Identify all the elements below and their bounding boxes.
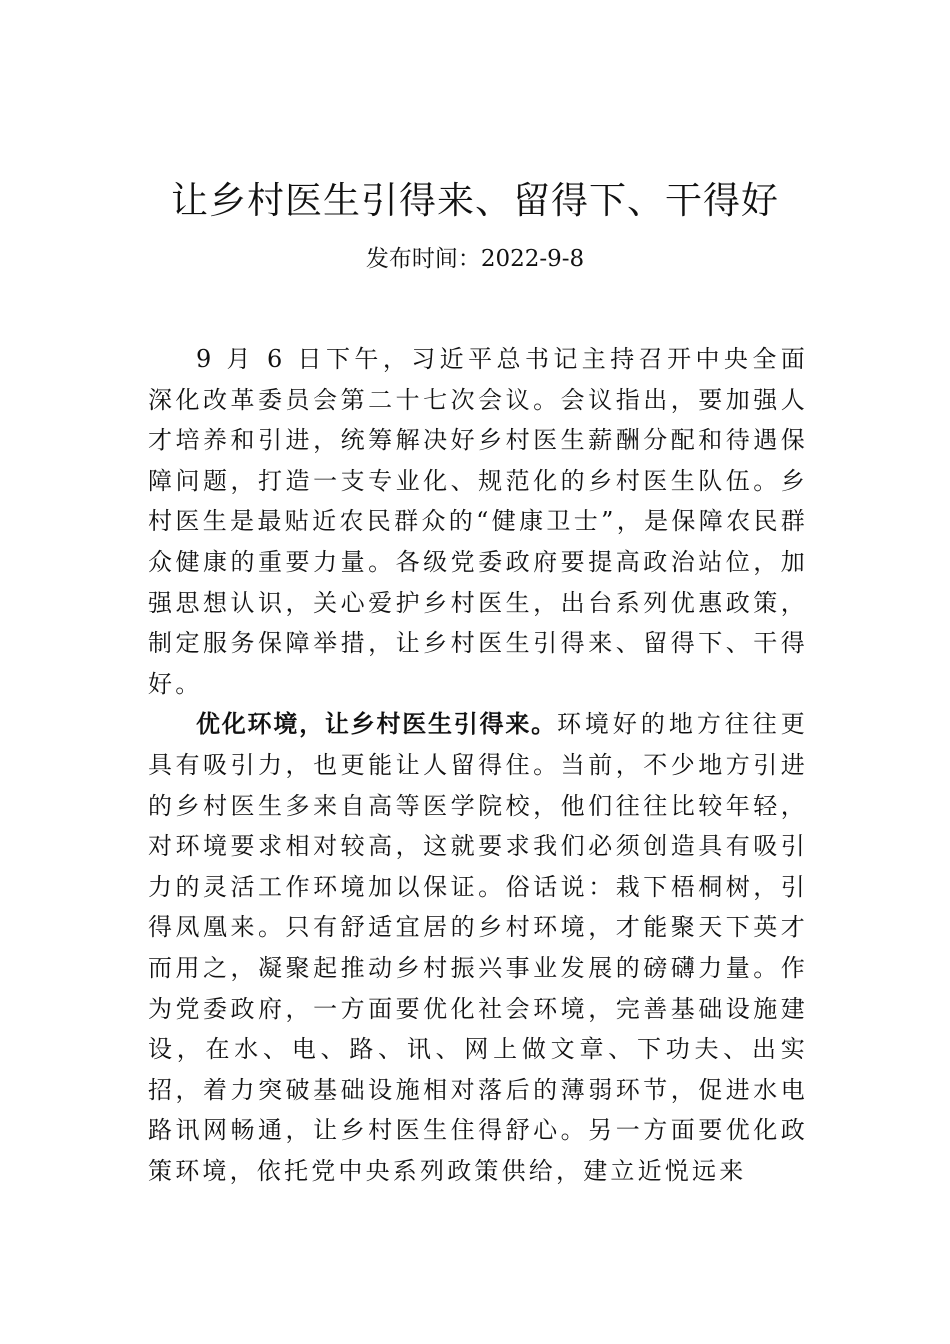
paragraph-1-text: 9 月 6 日下午，习近平总书记主持召开中央全面深化改革委员会第二十七次会议。会议指出，要加强人才培养和引进，统筹解决好乡村医生薪酬分配和待遇保障问题，打造一支专业化、规范化的乡村医生队伍。乡村医生是最贴近农民群众的“健康卫士”，是保障农民群众健康的重要力量。各级党委政府要提高政治站位，加强思想认识，关心爱护乡村医生，出台系列优惠政策，制定服务保障举措，让乡村医生引得来、留得下、干得好。	[148, 345, 808, 698]
publish-date-label: 发布时间：	[365, 246, 481, 272]
article-body	[148, 339, 808, 1191]
paragraph-2	[148, 704, 808, 1191]
paragraph-2-text: 环境好的地方往往更具有吸引力，也更能让人留得住。当前，不少地方引进的乡村医生多来自高等医学院校，他们往往比较年轻，对环境要求相对较高，这就要求我们必须创造具有吸引力的灵活工作环境加以保证。俗话说：栽下梧桐树，引得凤凰来。只有舒适宜居的乡村环境，才能聚天下英才而用之，凝聚起推动乡村振兴事业发展的磅礴力量。作为党委政府，一方面要优化社会环境，完善基础设施建设，在水、电、路、讯、网上做文章、下功夫、出实招，着力突破基础设施相对落后的薄弱环节，促进水电路讯网畅通，让乡村医生住得舒心。另一方面要优化政策环境，依托党中央系列政策供给，建立近悦远来	[148, 710, 808, 1185]
paragraph-1	[148, 339, 808, 704]
paragraph-2-lead: 优化环境，让乡村医生引得来。	[196, 710, 557, 739]
article-title: 让乡村医生引得来、留得下、干得好	[171, 179, 779, 222]
publish-date-value: 2022-9-8	[480, 246, 585, 272]
publish-date	[0, 243, 950, 275]
